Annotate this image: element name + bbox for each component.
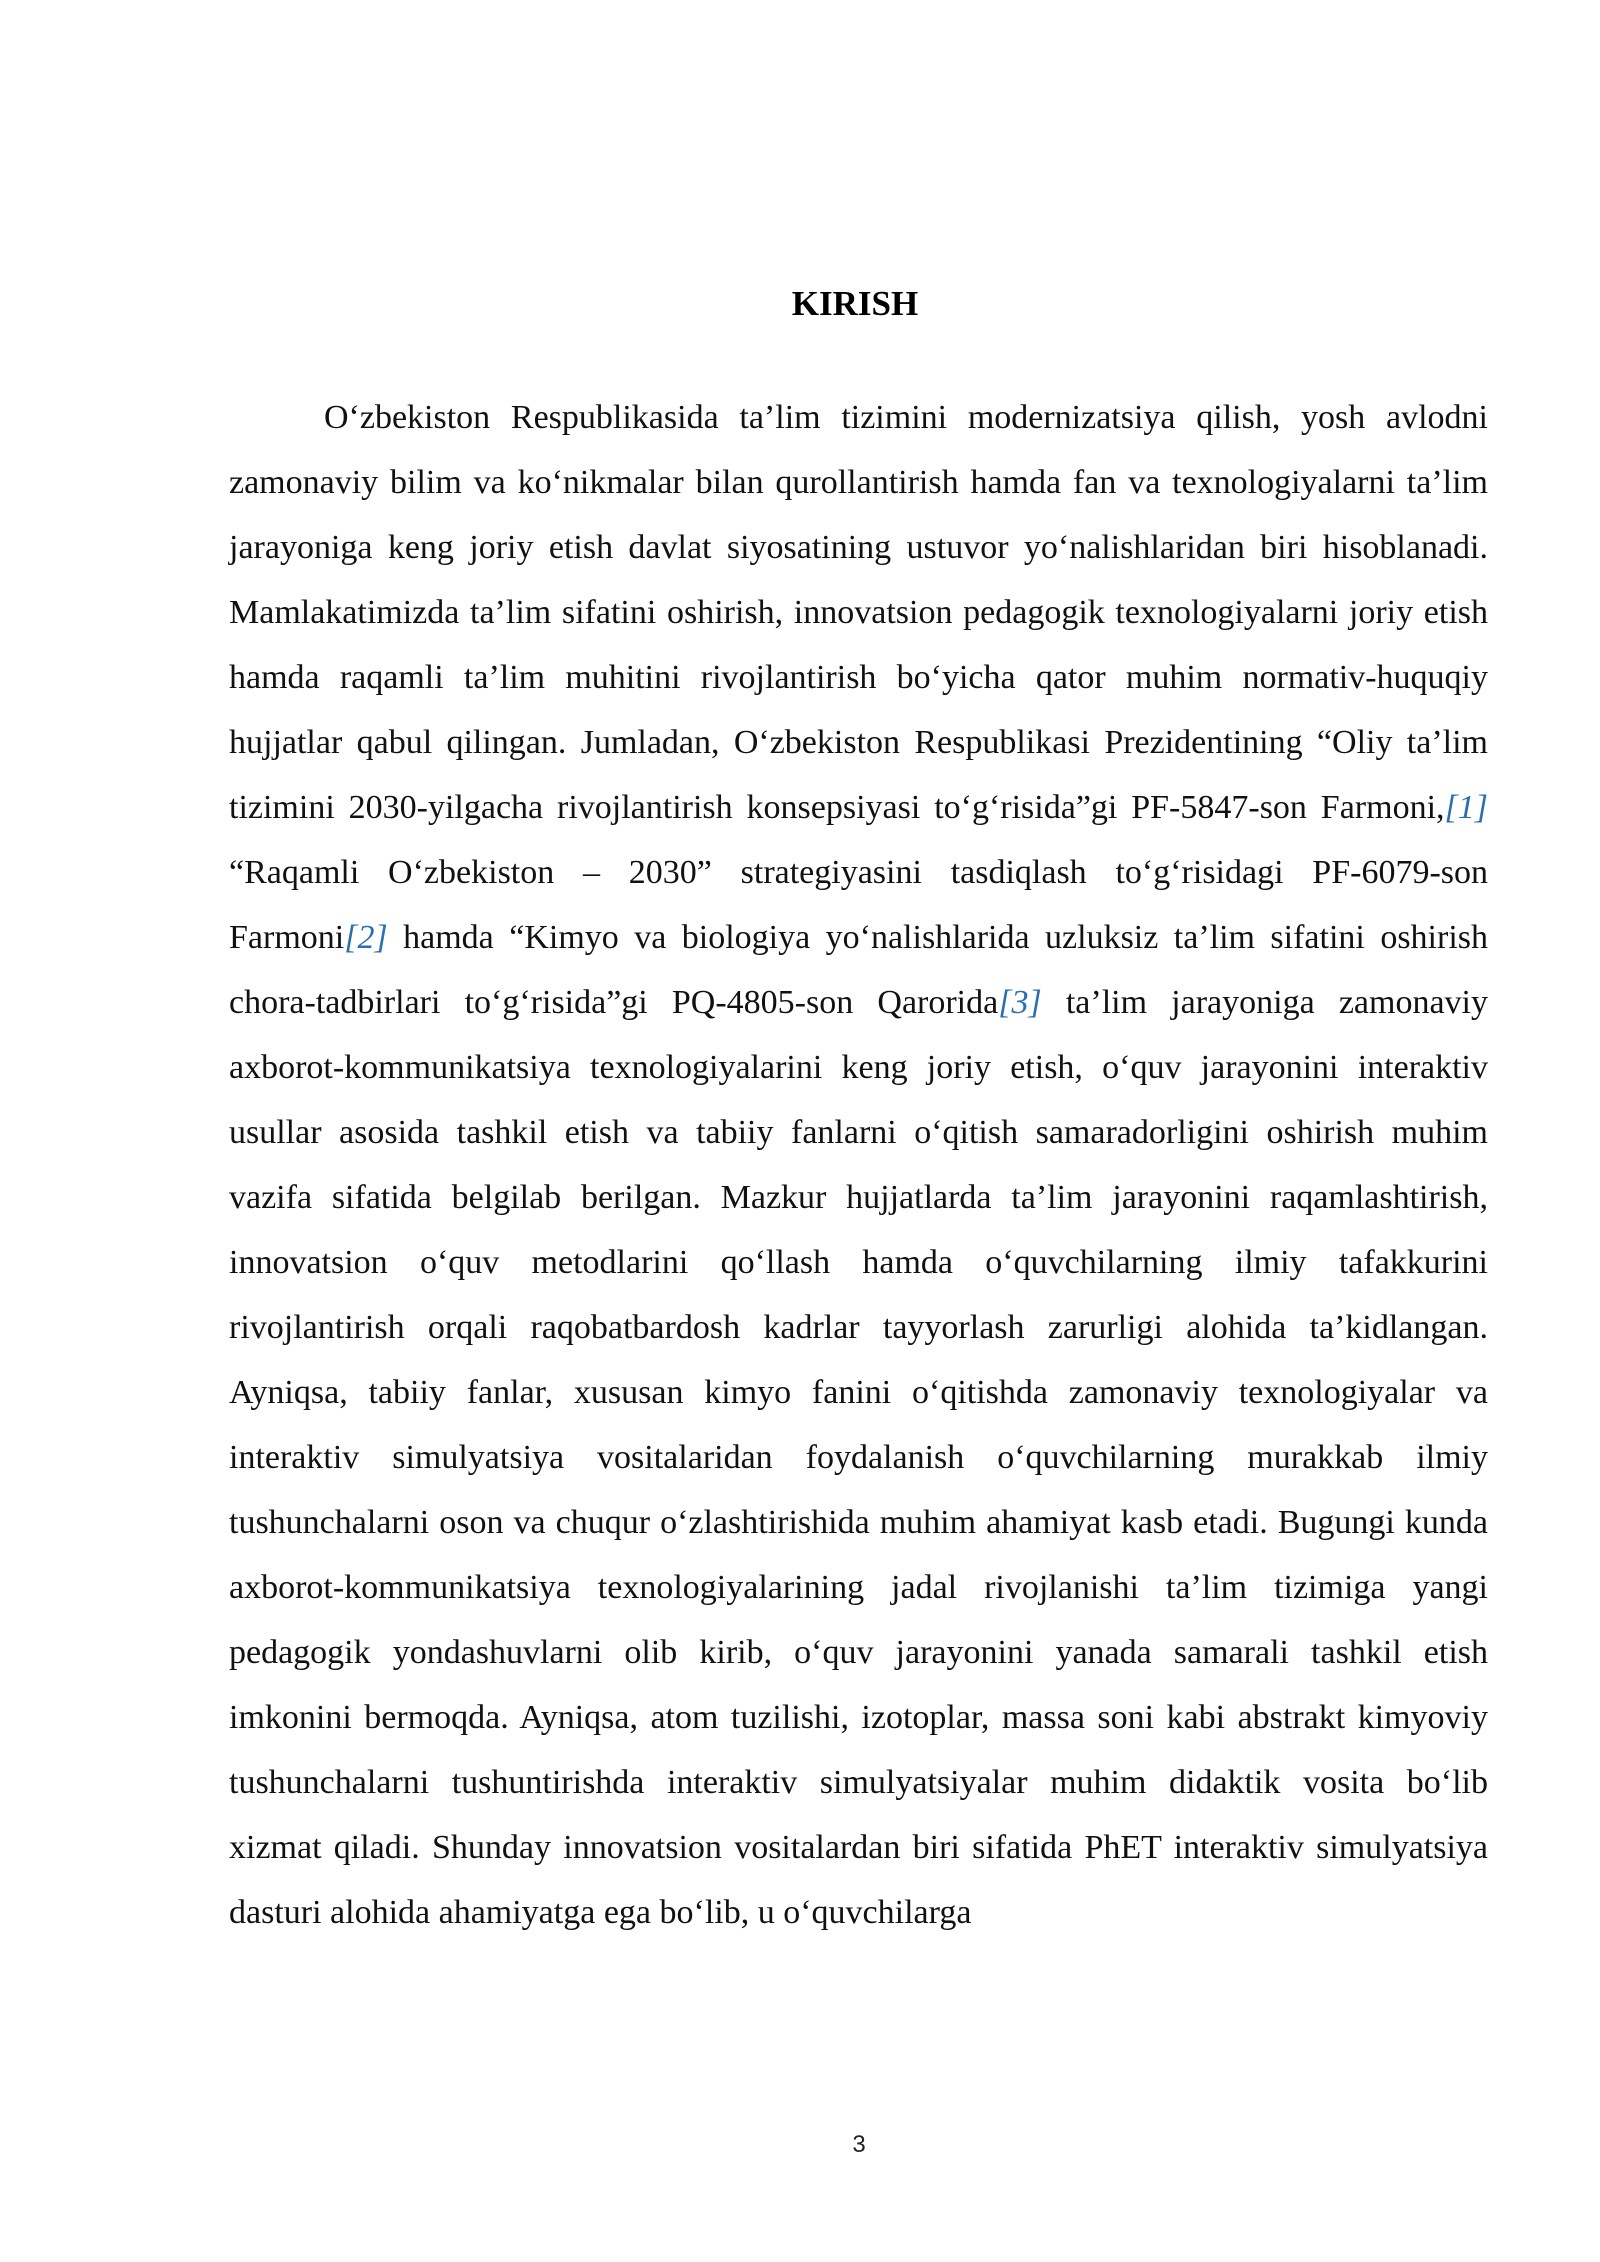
page-number: 3 <box>852 2131 866 2158</box>
section-title: KIRISH <box>791 284 919 323</box>
citation-link-1[interactable]: [1] <box>1444 789 1488 826</box>
citation-link-3[interactable]: [3] <box>998 984 1042 1021</box>
citation-link-2[interactable]: [2] <box>344 919 388 956</box>
paragraph-text: hamda “Kimyo va biologiya yo‘nalishlarida uzluksiz ta’lim sifatini oshirish chora-tadbirlari to‘g‘risida”gi PQ-4805-son Qarorida <box>229 919 1488 1021</box>
paragraph-text: “Raqamli O‘zbekiston – 2030” strategiyasini tasdiqlash to‘g‘risidagi PF-6079-son Farmoni <box>229 854 1488 956</box>
paragraph-text: O‘zbekiston Respublikasida ta’lim tizimini modernizatsiya qilish, yosh avlodni zamonaviy bilim va ko‘nikmalar bilan qurollantirish hamda fan va texnologiyalarni ta’lim jarayoniga keng joriy etish davlat siyosatining ustuvor yo‘nalishlaridan biri hisoblanadi. Mamlakatimizda ta’lim sifatini oshirish, innovatsion pedagogik texnologiyalarni joriy etish hamda raqamli ta’lim muhitini rivojlantirish bo‘yicha qator muhim normativ-huquqiy hujjatlar qabul qilingan. Jumladan, O‘zbekiston Respublikasi Prezidentining “Oliy ta’lim tizimini 2030-yilgacha rivojlantirish konsepsiyasi to‘g‘risida”gi PF-5847-son Farmoni, <box>229 399 1488 826</box>
paragraph-text: ta’lim jarayoniga zamonaviy axborot-kommunikatsiya texnologiyalarini keng joriy etish, o‘quv jarayonini interaktiv usullar asosida tashkil etish va tabiiy fanlarni o‘qitish samaradorligini oshirish muhim vazifa sifatida belgilab berilgan. Mazkur hujjatlarda ta’lim jarayonini raqamlashtirish, innovatsion o‘quv metodlarini qo‘llash hamda o‘quvchilarning ilmiy tafakkurini rivojlantirish orqali raqobatbardosh kadrlar tayyorlash zarurligi alohida ta’kidlangan. Ayniqsa, tabiiy fanlar, xususan kimyo fanini o‘qitishda zamonaviy texnologiyalar va interaktiv simulyatsiya vositalaridan foydalanish o‘quvchilarning murakkab ilmiy tushunchalarni oson va chuqur o‘zlashtirishida muhim ahamiyat kasb etadi. Bugungi kunda axborot-kommunikatsiya texnologiyalarining jadal rivojlanishi ta’lim tizimiga yangi pedagogik yondashuvlarni olib kirib, o‘quv jarayonini yanada samarali tashkil etish imkonini bermoqda. Ayniqsa, atom tuzilishi, izotoplar, massa soni kabi abstrakt kimyoviy tushunchalarni tushuntirishda interaktiv simulyatsiyalar muhim didaktik vosita bo‘lib xizmat qiladi. Shunday innovatsion vositalardan biri sifatida PhET interaktiv simulyatsiya dasturi alohida ahamiyatga ega bo‘lib, u o‘quvchilarga <box>229 984 1488 1931</box>
body-paragraph <box>229 385 1488 1945</box>
